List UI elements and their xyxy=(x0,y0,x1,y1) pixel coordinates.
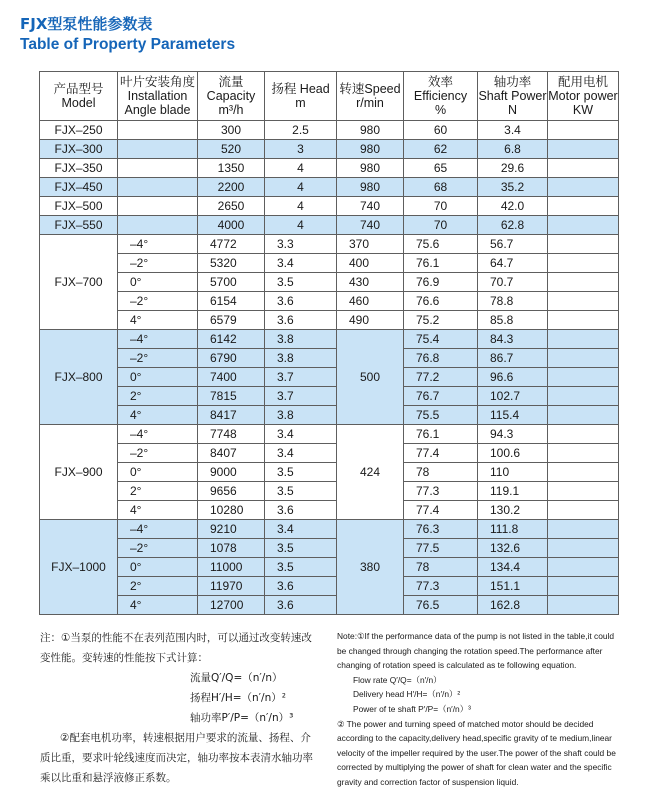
formula-head: 扬程H′/H=（n′/n）² xyxy=(190,692,286,704)
note-line: ②配套电机功率，转速根据用户要求的流量、扬程、介 xyxy=(60,732,311,744)
cell-angle xyxy=(118,178,198,197)
cell-motor-power xyxy=(548,520,619,539)
cell-shaft-power: 102.7 xyxy=(478,387,548,406)
cell-capacity: 9210 xyxy=(198,520,265,539)
table-row xyxy=(40,216,619,235)
cell-efficiency: 77.3 xyxy=(404,577,478,596)
cell-shaft-power: 42.0 xyxy=(478,197,548,216)
cell-capacity: 11970 xyxy=(198,577,265,596)
table-row xyxy=(40,463,619,482)
cell-head: 3.6 xyxy=(265,501,337,520)
cell-motor-power xyxy=(548,425,619,444)
cell-head: 3 xyxy=(265,140,337,159)
note-line: be changed through changing the rotation speed.The performance after xyxy=(337,645,603,656)
cell-motor-power xyxy=(548,577,619,596)
cell-shaft-power: 70.7 xyxy=(478,273,548,292)
table-row xyxy=(40,178,619,197)
cell-head: 3.3 xyxy=(265,235,337,254)
cell-angle xyxy=(118,140,198,159)
cell-angle: –2° xyxy=(118,292,198,311)
cell-shaft-power: 35.2 xyxy=(478,178,548,197)
table-row xyxy=(40,292,619,311)
cell-capacity: 6579 xyxy=(198,311,265,330)
cell-shaft-power: 84.3 xyxy=(478,330,548,349)
cell-motor-power xyxy=(548,349,619,368)
cell-speed: 980 xyxy=(337,121,404,140)
cell-shaft-power: 111.8 xyxy=(478,520,548,539)
cell-capacity: 7400 xyxy=(198,368,265,387)
cell-efficiency: 75.2 xyxy=(404,311,478,330)
cell-efficiency: 76.3 xyxy=(404,520,478,539)
cell-shaft-power: 132.6 xyxy=(478,539,548,558)
cell-speed: 430 xyxy=(337,273,404,292)
cell-capacity: 6142 xyxy=(198,330,265,349)
cell-model: FJX–350 xyxy=(40,159,118,178)
cell-shaft-power: 29.6 xyxy=(478,159,548,178)
cell-motor-power xyxy=(548,159,619,178)
page-title-english: Table of Property Parameters xyxy=(20,36,236,53)
cell-shaft-power: 96.6 xyxy=(478,368,548,387)
cell-motor-power xyxy=(548,235,619,254)
cell-capacity: 7815 xyxy=(198,387,265,406)
page-title-chinese: FJX型泵性能参数表 xyxy=(20,15,153,33)
cell-efficiency: 76.1 xyxy=(404,254,478,273)
cell-capacity: 6790 xyxy=(198,349,265,368)
cell-efficiency: 65 xyxy=(404,159,478,178)
cell-shaft-power: 162.8 xyxy=(478,596,548,615)
cell-model: FJX–550 xyxy=(40,216,118,235)
cell-efficiency: 68 xyxy=(404,178,478,197)
table-row xyxy=(40,520,619,539)
cell-shaft-power: 100.6 xyxy=(478,444,548,463)
cell-efficiency: 77.4 xyxy=(404,501,478,520)
cell-speed: 380 xyxy=(337,520,404,615)
cell-model: FJX–700 xyxy=(40,235,118,330)
cell-model: FJX–450 xyxy=(40,178,118,197)
cell-shaft-power: 64.7 xyxy=(478,254,548,273)
cell-capacity: 5700 xyxy=(198,273,265,292)
formula-power: 轴功率P′/P=（n′/n）³ xyxy=(190,712,294,724)
cell-model: FJX–300 xyxy=(40,140,118,159)
cell-model: FJX–1000 xyxy=(40,520,118,615)
cell-head: 3.6 xyxy=(265,292,337,311)
cell-angle: 0° xyxy=(118,463,198,482)
table-row xyxy=(40,330,619,349)
cell-angle: 2° xyxy=(118,577,198,596)
cell-speed: 490 xyxy=(337,311,404,330)
cell-shaft-power: 3.4 xyxy=(478,121,548,140)
cell-capacity: 4772 xyxy=(198,235,265,254)
cell-capacity: 4000 xyxy=(198,216,265,235)
cell-head: 4 xyxy=(265,216,337,235)
cell-head: 3.4 xyxy=(265,444,337,463)
cell-head: 3.8 xyxy=(265,349,337,368)
cell-speed: 424 xyxy=(337,425,404,520)
cell-motor-power xyxy=(548,539,619,558)
cell-motor-power xyxy=(548,254,619,273)
cell-efficiency: 76.1 xyxy=(404,425,478,444)
cell-head: 3.7 xyxy=(265,387,337,406)
table-row xyxy=(40,558,619,577)
note-line: according to the capacity,delivery head,specific gravity of te medium,linear xyxy=(337,733,612,744)
note-line: 质比重，要求叶轮线速度而决定，轴功率按本表清水轴功率 xyxy=(40,752,313,764)
cell-model: FJX–800 xyxy=(40,330,118,425)
table-row xyxy=(40,311,619,330)
cell-capacity: 12700 xyxy=(198,596,265,615)
cell-speed: 980 xyxy=(337,140,404,159)
cell-head: 4 xyxy=(265,159,337,178)
cell-speed: 980 xyxy=(337,159,404,178)
cell-shaft-power: 86.7 xyxy=(478,349,548,368)
cell-efficiency: 76.6 xyxy=(404,292,478,311)
cell-motor-power xyxy=(548,463,619,482)
formula-flow: Flow rate Q′/Q=（n′/n） xyxy=(353,674,442,685)
note-line: corrected by multiplying the power of shaft for clean water and the specific xyxy=(337,762,612,773)
cell-speed: 500 xyxy=(337,330,404,425)
cell-shaft-power: 110 xyxy=(478,463,548,482)
table-row xyxy=(40,425,619,444)
cell-efficiency: 60 xyxy=(404,121,478,140)
table-header-row xyxy=(40,72,619,121)
cell-angle: –4° xyxy=(118,235,198,254)
cell-head: 3.8 xyxy=(265,330,337,349)
cell-angle xyxy=(118,216,198,235)
cell-head: 3.4 xyxy=(265,425,337,444)
cell-capacity: 8417 xyxy=(198,406,265,425)
cell-motor-power xyxy=(548,216,619,235)
cell-shaft-power: 56.7 xyxy=(478,235,548,254)
cell-head: 4 xyxy=(265,178,337,197)
cell-capacity: 5320 xyxy=(198,254,265,273)
formula-flow: 流量Q′/Q=（n′/n） xyxy=(190,672,283,684)
cell-capacity: 2650 xyxy=(198,197,265,216)
cell-efficiency: 78 xyxy=(404,463,478,482)
cell-motor-power xyxy=(548,178,619,197)
cell-model: FJX–500 xyxy=(40,197,118,216)
cell-capacity: 1078 xyxy=(198,539,265,558)
cell-efficiency: 77.3 xyxy=(404,482,478,501)
cell-efficiency: 77.2 xyxy=(404,368,478,387)
cell-shaft-power: 151.1 xyxy=(478,577,548,596)
cell-motor-power xyxy=(548,121,619,140)
cell-angle: 0° xyxy=(118,368,198,387)
cell-speed: 370 xyxy=(337,235,404,254)
notes-chinese xyxy=(40,628,340,788)
cell-capacity: 520 xyxy=(198,140,265,159)
table-row xyxy=(40,349,619,368)
cell-angle: 4° xyxy=(118,596,198,615)
header-capacity: 流量 Capacity m³/h xyxy=(198,72,265,121)
cell-speed: 740 xyxy=(337,216,404,235)
cell-shaft-power: 62.8 xyxy=(478,216,548,235)
note-line: velocity of the impeller required by the user.The power of the shaft could be xyxy=(337,747,616,758)
cell-head: 3.6 xyxy=(265,577,337,596)
note-line: 注：①当泵的性能不在表列范围内时，可以通过改变转速改 xyxy=(40,632,312,644)
note-line: 变性能。变转速的性能按下式计算： xyxy=(40,652,208,664)
cell-angle: –4° xyxy=(118,520,198,539)
cell-motor-power xyxy=(548,387,619,406)
header-model: 产品型号 Model xyxy=(40,72,118,121)
table-row xyxy=(40,235,619,254)
cell-capacity: 1350 xyxy=(198,159,265,178)
table-row xyxy=(40,368,619,387)
cell-model: FJX–250 xyxy=(40,121,118,140)
cell-efficiency: 77.4 xyxy=(404,444,478,463)
cell-motor-power xyxy=(548,273,619,292)
cell-motor-power xyxy=(548,197,619,216)
cell-efficiency: 76.9 xyxy=(404,273,478,292)
table-row xyxy=(40,539,619,558)
cell-speed: 460 xyxy=(337,292,404,311)
cell-shaft-power: 119.1 xyxy=(478,482,548,501)
cell-efficiency: 62 xyxy=(404,140,478,159)
cell-motor-power xyxy=(548,444,619,463)
cell-motor-power xyxy=(548,368,619,387)
table-row xyxy=(40,387,619,406)
cell-head: 3.4 xyxy=(265,254,337,273)
table-row xyxy=(40,444,619,463)
cell-efficiency: 76.5 xyxy=(404,596,478,615)
table-row xyxy=(40,577,619,596)
cell-head: 3.5 xyxy=(265,463,337,482)
header-speed: 转速Speed r/min xyxy=(337,72,404,121)
header-angle: 叶片安装角度 Installation Angle blade xyxy=(118,72,198,121)
cell-efficiency: 75.5 xyxy=(404,406,478,425)
cell-motor-power xyxy=(548,292,619,311)
cell-speed: 400 xyxy=(337,254,404,273)
cell-head: 3.7 xyxy=(265,368,337,387)
cell-shaft-power: 134.4 xyxy=(478,558,548,577)
cell-head: 4 xyxy=(265,197,337,216)
cell-angle: 2° xyxy=(118,387,198,406)
cell-head: 3.5 xyxy=(265,539,337,558)
table-row xyxy=(40,406,619,425)
table-row xyxy=(40,254,619,273)
cell-capacity: 9656 xyxy=(198,482,265,501)
cell-speed: 980 xyxy=(337,178,404,197)
cell-capacity: 10280 xyxy=(198,501,265,520)
notes-english xyxy=(337,629,629,790)
cell-angle: –4° xyxy=(118,425,198,444)
cell-shaft-power: 78.8 xyxy=(478,292,548,311)
cell-capacity: 9000 xyxy=(198,463,265,482)
cell-capacity: 2200 xyxy=(198,178,265,197)
header-head: 扬程 Head m xyxy=(265,72,337,121)
note-line: ② The power and turning speed of matched motor should be decided xyxy=(337,718,594,729)
table-row xyxy=(40,273,619,292)
cell-angle: 4° xyxy=(118,311,198,330)
header-efficiency: 效率 Efficiency % xyxy=(404,72,478,121)
cell-angle: –2° xyxy=(118,539,198,558)
cell-motor-power xyxy=(548,558,619,577)
cell-head: 3.5 xyxy=(265,558,337,577)
cell-motor-power xyxy=(548,501,619,520)
cell-motor-power xyxy=(548,311,619,330)
cell-angle: 4° xyxy=(118,501,198,520)
cell-angle: 2° xyxy=(118,482,198,501)
table-row xyxy=(40,121,619,140)
cell-capacity: 300 xyxy=(198,121,265,140)
formula-head: Delivery head H′/H=（n′/n）² xyxy=(353,689,461,700)
cell-angle: –4° xyxy=(118,330,198,349)
cell-angle xyxy=(118,121,198,140)
cell-angle xyxy=(118,197,198,216)
cell-efficiency: 77.5 xyxy=(404,539,478,558)
cell-motor-power xyxy=(548,140,619,159)
cell-angle xyxy=(118,159,198,178)
cell-efficiency: 78 xyxy=(404,558,478,577)
cell-motor-power xyxy=(548,482,619,501)
cell-head: 2.5 xyxy=(265,121,337,140)
cell-angle: –2° xyxy=(118,349,198,368)
cell-capacity: 11000 xyxy=(198,558,265,577)
table-row xyxy=(40,140,619,159)
cell-angle: 0° xyxy=(118,558,198,577)
cell-head: 3.5 xyxy=(265,273,337,292)
cell-efficiency: 70 xyxy=(404,197,478,216)
cell-efficiency: 76.8 xyxy=(404,349,478,368)
cell-efficiency: 75.4 xyxy=(404,330,478,349)
cell-shaft-power: 94.3 xyxy=(478,425,548,444)
cell-shaft-power: 85.8 xyxy=(478,311,548,330)
cell-angle: 0° xyxy=(118,273,198,292)
note-line: Note:①If the performance data of the pump is not listed in the table,it could xyxy=(337,631,615,641)
note-line: changing of rotation speed is calculated as te following equation. xyxy=(337,660,577,671)
cell-motor-power xyxy=(548,596,619,615)
note-line: 乘以比重和悬浮液修正系数。 xyxy=(40,772,177,784)
cell-head: 3.5 xyxy=(265,482,337,501)
cell-angle: –2° xyxy=(118,444,198,463)
cell-head: 3.8 xyxy=(265,406,337,425)
cell-shaft-power: 6.8 xyxy=(478,140,548,159)
cell-efficiency: 70 xyxy=(404,216,478,235)
cell-capacity: 6154 xyxy=(198,292,265,311)
cell-head: 3.6 xyxy=(265,311,337,330)
cell-shaft-power: 115.4 xyxy=(478,406,548,425)
header-motor-power: 配用电机 Motor power KW xyxy=(548,72,619,121)
cell-shaft-power: 130.2 xyxy=(478,501,548,520)
header-shaft-power: 轴功率 Shaft Power N xyxy=(478,72,548,121)
cell-speed: 740 xyxy=(337,197,404,216)
cell-capacity: 7748 xyxy=(198,425,265,444)
table-row xyxy=(40,197,619,216)
note-line: gravity and correction factor of suspension liquid. xyxy=(337,776,519,787)
cell-model: FJX–900 xyxy=(40,425,118,520)
cell-head: 3.6 xyxy=(265,596,337,615)
table-row xyxy=(40,482,619,501)
cell-efficiency: 76.7 xyxy=(404,387,478,406)
cell-motor-power xyxy=(548,406,619,425)
cell-motor-power xyxy=(548,330,619,349)
table-row xyxy=(40,596,619,615)
cell-capacity: 8407 xyxy=(198,444,265,463)
cell-angle: 4° xyxy=(118,406,198,425)
property-parameters-table xyxy=(39,71,619,615)
table-row xyxy=(40,159,619,178)
formula-power: Power of te shaft P′/P=（n′/n）³ xyxy=(353,703,471,714)
cell-efficiency: 75.6 xyxy=(404,235,478,254)
cell-angle: –2° xyxy=(118,254,198,273)
cell-head: 3.4 xyxy=(265,520,337,539)
table-row xyxy=(40,501,619,520)
